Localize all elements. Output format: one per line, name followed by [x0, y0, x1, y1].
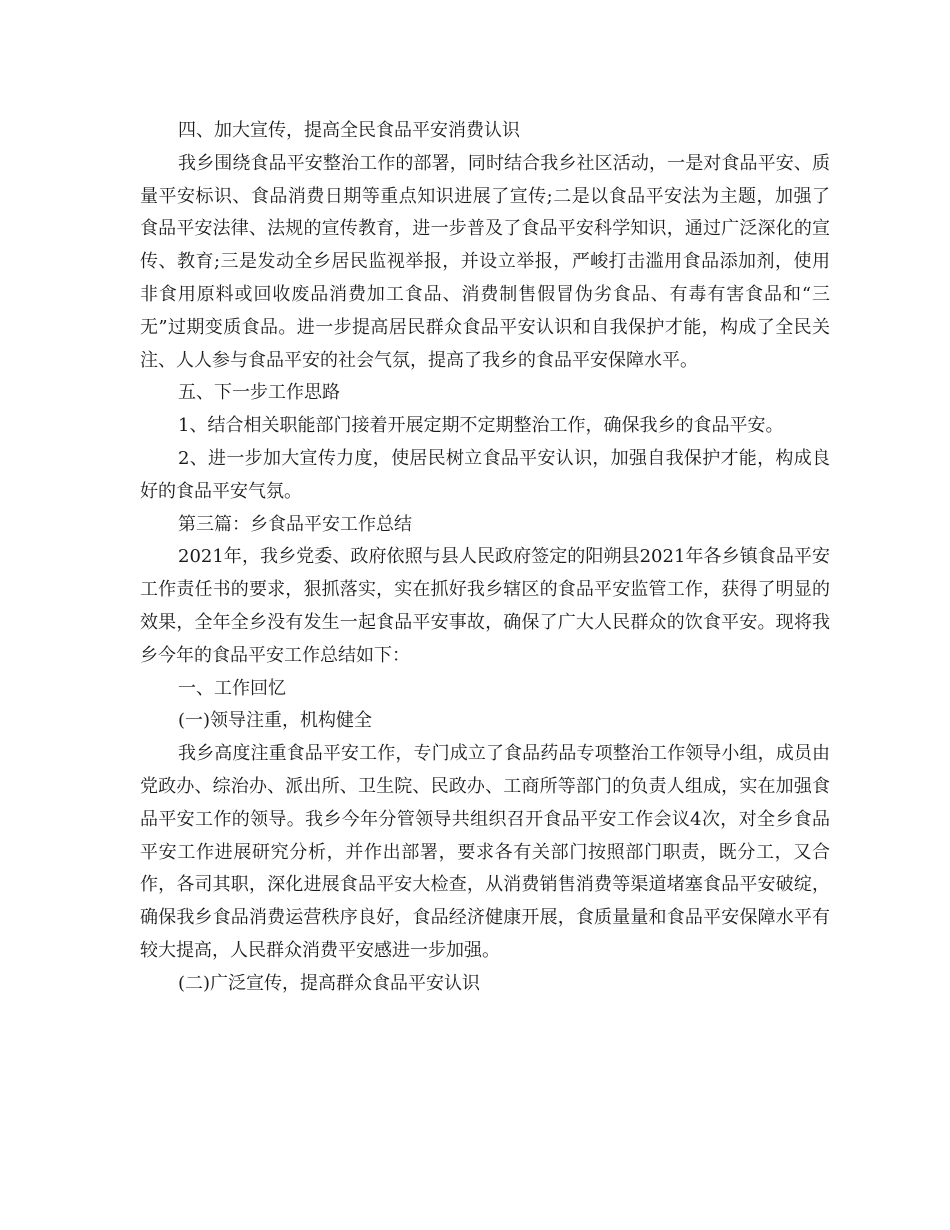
chapter-title: 第三篇：乡食品平安工作总结 [178, 513, 412, 535]
list-item: 1、结合相关职能部门接着开展定期不定期整治工作，确保我乡的食品平安。 [178, 415, 784, 437]
body-paragraph: 2021年，我乡党委、政府依照与县人民政府签定的阳朔县2021年各乡镇食品平安工作责任书的要求，狠抓落实，实在抓好我乡辖区的食品平安监管工作，获得了明显的效果，全年全乡没有发生一起食品平安事故，确保了广大人民群众的饮食平安。现将我乡今年的食品平安工作总结如下： [140, 546, 830, 666]
section-heading: 四、加大宣传，提高全民食品平安消费认识 [178, 120, 520, 141]
document-body [140, 115, 830, 1001]
section-heading: 五、下一步工作思路 [178, 382, 340, 404]
body-paragraph: 我乡高度注重食品平安工作，专门成立了食品药品专项整治工作领导小组，成员由党政办、综治办、派出所、卫生院、民政办、工商所等部门的负责人组成，实在加强食品平安工作的领导。我乡今年分管领导共组织召开食品平安工作会议4次，对全乡食品平安工作进展研究分析，并作出部署，要求各有关部门按照部门职责，既分工，又合作，各司其职，深化进展食品平安大检查，从消费销售消费等渠道堵塞食品平安破绽，确保我乡食品消费运营秩序良好，食品经济健康开展，食质量量和食品平安保障水平有较大提高，人民群众消费平安感进一步加强。 [140, 743, 830, 961]
list-item: 2、进一步加大宣传力度，使居民树立食品平安认识，加强自我保护才能，构成良好的食品平安气氛。 [140, 447, 830, 502]
section-heading: 一、工作回忆 [178, 677, 286, 699]
subsection-heading: (二)广泛宣传，提高群众食品平安认识 [178, 972, 481, 994]
body-paragraph: 我乡围绕食品平安整治工作的部署，同时结合我乡社区活动，一是对食品平安、质量平安标识、食品消费日期等重点知识进展了宣传;二是以食品平安法为主题，加强了食品平安法律、法规的宣传教育，进一步普及了食品平安科学知识，通过广泛深化的宣传、教育;三是发动全乡居民监视举报，并设立举报，严峻打击滥用食品添加剂，使用非食用原料或回收废品消费加工食品、消费制售假冒伪劣食品、有毒有害食品和“三无”过期变质食品。进一步提高居民群众食品平安认识和自我保护才能，构成了全民关注、人人参与食品平安的社会气氛，提高了我乡的食品平安保障水平。 [140, 152, 830, 371]
subsection-heading: (一)领导注重，机构健全 [178, 710, 373, 732]
